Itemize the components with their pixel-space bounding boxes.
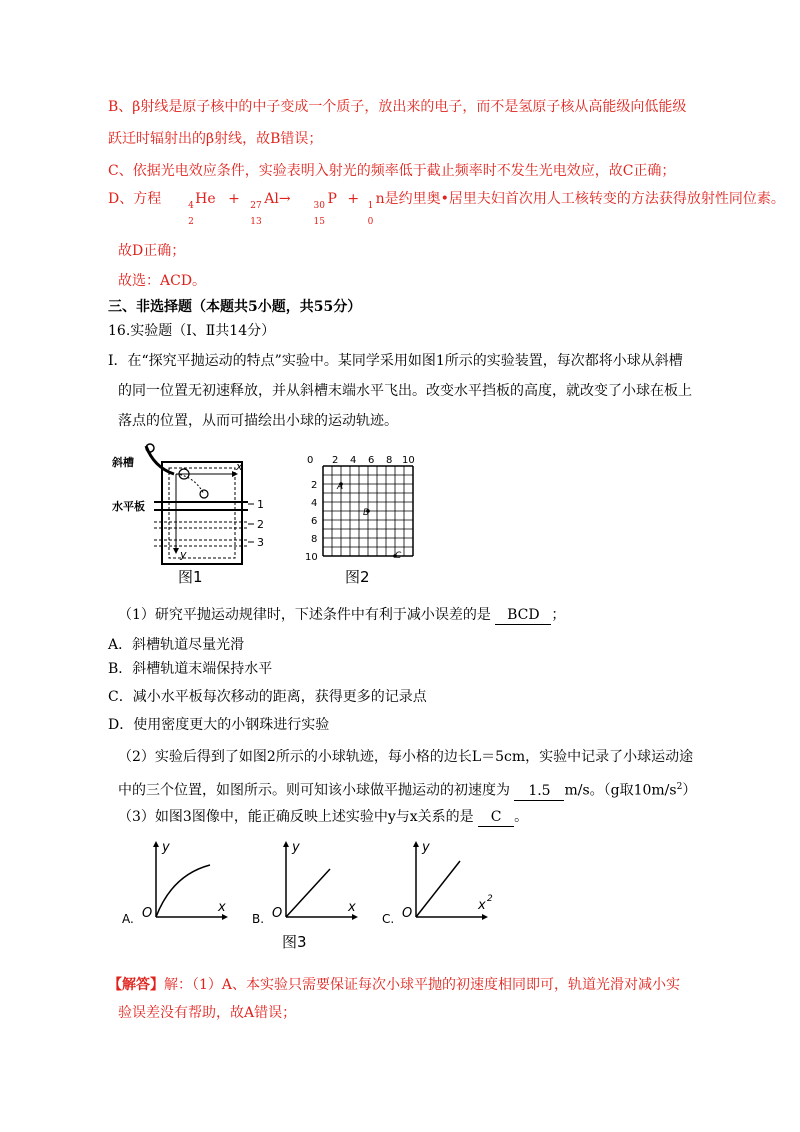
grid-top-tick-2: 2: [332, 455, 339, 466]
graph-a-ylabel: y: [162, 840, 170, 855]
option-b-line1: B、β射线是原子核中的中子变成一个质子，放出来的电子，而不是氢原子核从高能级向低能级: [108, 99, 687, 115]
grid-left-tick-8: 8: [311, 534, 318, 545]
figure-3-graphs: [112, 835, 532, 955]
solution-line-1: 【解答】解：（1）A、本实验只需要保证每次小球平抛的初速度相同即可，轨道光滑对减小实: [108, 977, 681, 993]
graph-a-letter: A.: [122, 912, 134, 926]
graph-c-xlabel: x: [478, 898, 486, 913]
option-d-prefix: D、方程: [108, 191, 162, 207]
grid-point-a: A: [337, 482, 344, 492]
label-board: 水平板: [112, 500, 145, 513]
board-mark-1: 1: [257, 498, 264, 511]
fig1-x-label: x: [236, 460, 243, 473]
label-chute: 斜槽: [112, 456, 134, 469]
graph-b-ylabel: y: [292, 840, 300, 855]
graph-c: [382, 840, 493, 926]
grid-top-tick-8: 8: [386, 455, 393, 466]
solution-tag: 【解答】: [108, 977, 164, 993]
intro-line-3: 落点的位置，从而可描绘出小球的运动轨迹。: [118, 413, 398, 429]
graph-b-origin: O: [272, 906, 283, 921]
solution-line-2: 验误差没有帮助，故A错误；: [118, 1005, 297, 1021]
graph-b-xlabel: x: [348, 900, 356, 915]
graph-b-letter: B.: [252, 912, 265, 926]
answer-choice: 故选：ACD。: [118, 273, 207, 289]
grid-left-tick-4: 4: [311, 498, 318, 509]
graph-a-xlabel: x: [218, 900, 226, 915]
figure-1-apparatus: [112, 440, 272, 590]
option-b-line2: 跃迁时辐射出的β射线，故B错误；: [108, 131, 323, 147]
option-d-suffix: 是约里奥•居里夫妇首次用人工核转变的方法获得放射性同位素。: [384, 191, 785, 207]
part-3-question: （3）如图3图像中，能正确反映上述实验中y与x关系的是 C 。: [118, 809, 529, 825]
graph-c-letter: C.: [382, 912, 395, 926]
question-16-title: 16.实验题（Ⅰ、Ⅱ共14分）: [108, 323, 276, 339]
grid-top-tick-4: 4: [350, 455, 357, 466]
grid-point-b: B: [363, 508, 370, 518]
grid-top-tick-10: 10: [402, 455, 415, 466]
board-mark-2: 2: [257, 518, 264, 531]
figure-3-caption: 图3: [282, 933, 307, 951]
grid-point-c: C: [395, 551, 402, 561]
part-1-answer: BCD: [495, 606, 551, 625]
grid-left-tick-6: 6: [311, 516, 318, 527]
part-3-answer: C: [478, 808, 514, 827]
graph-a-origin: O: [142, 906, 153, 921]
graph-a: [122, 840, 228, 926]
grid-top-tick-6: 6: [368, 455, 375, 466]
option-d: D．使用密度更大的小钢珠进行实验: [108, 717, 330, 733]
option-c-line: C、依据光电效应条件，实验表明入射光的频率低于截止频率时不发生光电效应，故C正确；: [108, 163, 676, 179]
part-1-prefix: （1）研究平抛运动规律时，下述条件中有利于减小误差的是: [118, 607, 491, 623]
section-title: 三、非选择题（本题共5小题，共55分）: [108, 299, 362, 315]
intro-line-1: Ⅰ．在“探究平抛运动的特点”实验中。某同学采用如图1所示的实验装置，每次都将小球从斜槽: [108, 353, 683, 369]
part-2-line-1: （2）实验后得到了如图2所示的小球轨迹，每小格的边长L＝5cm，实验中记录了小球运动途: [118, 749, 694, 765]
part-1-question: （1）研究平抛运动规律时，下述条件中有利于减小误差的是 BCD ；: [118, 607, 566, 623]
option-d-conclusion: 故D正确；: [118, 243, 186, 259]
board-mark-3: 3: [257, 536, 264, 549]
graph-b: [252, 840, 358, 926]
graph-c-ylabel: y: [422, 840, 430, 855]
figure-2-grid: [305, 452, 425, 587]
grid-left-tick-10: 10: [305, 552, 318, 563]
option-a: A．斜槽轨道尽量光滑: [108, 637, 245, 653]
intro-line-2: 的同一位置无初速释放，并从斜槽末端水平飞出。改变水平挡板的高度，就改变了小球在板上: [118, 383, 692, 399]
graph-c-origin: O: [402, 906, 413, 921]
figure-2-caption: 图2: [345, 568, 370, 586]
grid-top-tick-0: 0: [307, 455, 314, 466]
option-c: C．减小水平板每次移动的距离，获得更多的记录点: [108, 689, 427, 705]
option-d-line: D、方程 4 2 He + 27 13 Al→ 30 15 P + 1 0 n是约里奥•居里夫妇首次用人工核转变的方法获得放射性同位素。: [108, 191, 785, 227]
graph-c-xlabel-exp: 2: [487, 894, 493, 904]
option-b: B．斜槽轨道末端保持水平: [108, 661, 273, 677]
fig1-y-label: y: [180, 548, 187, 561]
figure-1-caption: 图1: [178, 568, 203, 586]
part-2-line-2: 中的三个位置，如图所示。则可知该小球做平抛运动的初速度为 1.5 m/s。（g取$10m/s^2$）: [118, 782, 697, 799]
part-2-answer: 1.5: [514, 782, 564, 801]
grid-left-tick-2: 2: [311, 480, 318, 491]
